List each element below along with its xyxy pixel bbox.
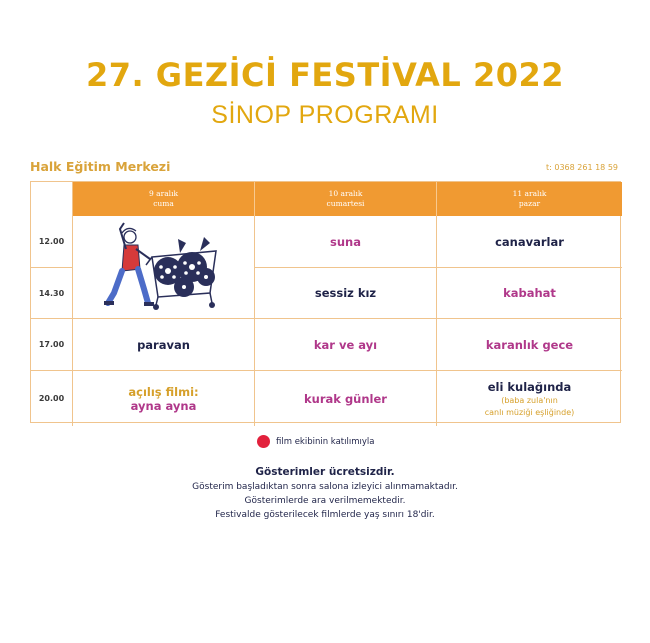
time-slot [31, 371, 73, 426]
day-header-3 [437, 182, 622, 216]
schedule-table [30, 181, 621, 423]
time-label: 12.00 [38, 237, 65, 246]
free-screenings-heading: Gösterimler ücretsizdir. [255, 466, 395, 478]
legend-text: film ekibinin katılımıyla [276, 436, 375, 447]
festival-title: 27. GEZİCİ FESTİVAL 2022 [85, 56, 565, 94]
film-title: suna [330, 234, 361, 249]
film-title: ayna ayna [130, 398, 197, 413]
crew-attendance-dot-icon [257, 435, 270, 448]
venue-name: Halk Eğitim Merkezi [30, 159, 171, 174]
day-weekday: pazar [518, 199, 541, 208]
screening-cell [255, 268, 437, 319]
day-header-2 [255, 182, 437, 216]
film-note: (baba zula'nın [501, 395, 558, 405]
header-corner [31, 182, 73, 216]
film-title: kabahat [503, 286, 556, 300]
screening-cell [73, 319, 255, 371]
venue-phone: t: 0368 261 18 59 [546, 163, 618, 172]
rule-line: Gösterim başladıktan sonra salona izleyici alınmamaktadır. [192, 482, 458, 492]
woman-with-cart-illustration [100, 219, 228, 315]
time-label: 14.30 [38, 288, 65, 298]
film-title: eli kulağında [487, 379, 572, 394]
time-slot [31, 268, 73, 319]
rule-line: Festivalde gösterilecek filmlerde yaş sınırı 18'dir. [215, 510, 435, 520]
program-subtitle: SİNOP PROGRAMI [211, 101, 439, 129]
legend [257, 435, 374, 448]
time-slot [31, 319, 73, 371]
day-date: 9 aralık [148, 189, 179, 198]
rule-line: Gösterimlerde ara verilmemektedir. [244, 496, 406, 506]
film-title: kar ve ayı [313, 337, 378, 352]
screening-cell [73, 371, 255, 426]
screening-cell [437, 216, 622, 268]
time-label: 17.00 [38, 340, 65, 349]
opening-film-label: açılış filmi: [128, 384, 199, 399]
time-slot [31, 216, 73, 268]
film-title: kurak günler [304, 391, 387, 406]
day-date: 10 aralık [328, 189, 363, 198]
screening-cell [437, 319, 622, 371]
film-title: karanlık gece [485, 337, 574, 352]
time-label: 20.00 [38, 394, 65, 403]
screening-cell [437, 268, 622, 319]
screening-cell [437, 371, 622, 426]
day-weekday: cumartesi [326, 199, 365, 208]
screening-cell [255, 371, 437, 426]
day-date: 11 aralık [512, 189, 547, 198]
screening-cell [255, 216, 437, 268]
screening-cell [255, 319, 437, 371]
day-weekday: cuma [153, 199, 174, 208]
festival-illustration [73, 216, 255, 319]
film-title: sessiz kız [314, 286, 377, 300]
film-title: canavarlar [495, 234, 564, 249]
film-title: paravan [137, 337, 190, 352]
day-header-1 [73, 182, 255, 216]
film-note: canlı müziği eşliğinde) [484, 407, 575, 417]
